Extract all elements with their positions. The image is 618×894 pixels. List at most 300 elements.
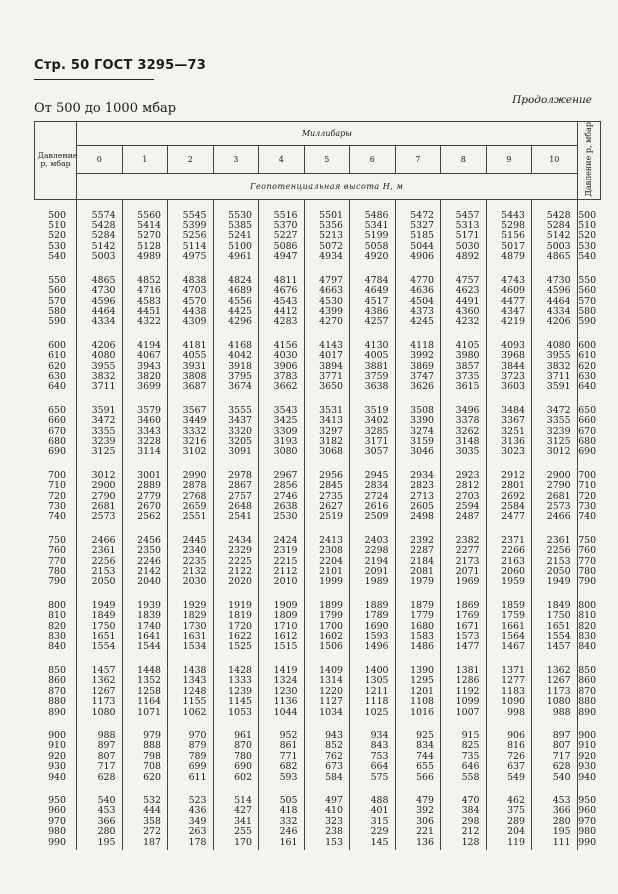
height-value: 1849 — [77, 611, 123, 621]
height-value: 3992 — [395, 351, 441, 361]
height-value: 3472 — [532, 395, 578, 416]
height-value: 3343 — [122, 427, 168, 437]
height-value: 1025 — [350, 708, 396, 720]
height-value: 780 — [213, 752, 259, 762]
pressure-value: 670 — [577, 427, 600, 437]
height-value: 611 — [168, 773, 214, 785]
height-value: 4879 — [486, 252, 532, 264]
height-value: 4194 — [122, 330, 168, 351]
height-value: 735 — [441, 752, 487, 762]
height-value: 3205 — [213, 437, 259, 447]
height-value: 2573 — [532, 502, 578, 512]
height-value: 3674 — [213, 382, 259, 394]
height-value: 549 — [486, 773, 532, 785]
height-value: 5574 — [77, 199, 123, 221]
height-value: 4947 — [259, 252, 305, 264]
height-value: 136 — [395, 838, 441, 850]
column-header: 4 — [259, 145, 305, 173]
height-value: 4649 — [350, 286, 396, 296]
height-value: 1534 — [168, 642, 214, 654]
height-value: 2235 — [168, 557, 214, 567]
pressure-value: 590 — [577, 317, 600, 329]
height-value: 229 — [350, 827, 396, 837]
height-value: 3650 — [304, 382, 350, 394]
column-header: 9 — [486, 145, 532, 173]
height-value: 717 — [77, 762, 123, 772]
height-value: 2445 — [168, 525, 214, 546]
height-value: 4730 — [532, 265, 578, 286]
height-value: 4373 — [395, 307, 441, 317]
row-group — [35, 590, 601, 655]
height-value: 5284 — [532, 221, 578, 231]
height-value: 1819 — [213, 611, 259, 621]
pressure-value: 720 — [577, 492, 600, 502]
height-value: 3894 — [304, 362, 350, 372]
height-value: 3355 — [77, 427, 123, 437]
page-reference: Стр. 50 ГОСТ 3295—73 — [34, 58, 207, 73]
pressure-value: 850 — [48, 664, 66, 676]
table-row — [35, 199, 601, 221]
height-value: 1730 — [168, 622, 214, 632]
height-value: 3251 — [486, 427, 532, 437]
pressure-value: 660 — [48, 415, 66, 427]
height-value: 4347 — [486, 307, 532, 317]
height-value: 4118 — [395, 330, 441, 351]
height-value: 1799 — [304, 611, 350, 621]
height-value: 628 — [532, 762, 578, 772]
height-value: 5185 — [395, 231, 441, 241]
height-value: 1034 — [304, 708, 350, 720]
height-value: 1680 — [395, 622, 441, 632]
height-value: 4168 — [213, 330, 259, 351]
height-value: 1239 — [213, 687, 259, 697]
height-value: 1371 — [486, 655, 532, 676]
height-value: 1506 — [304, 642, 350, 654]
height-value: 3012 — [77, 460, 123, 481]
height-value: 646 — [441, 762, 487, 772]
pressure-value: 950 — [577, 785, 600, 806]
height-value: 375 — [486, 806, 532, 816]
height-value: 3171 — [350, 437, 396, 447]
height-value: 3297 — [304, 427, 350, 437]
height-value: 2403 — [350, 525, 396, 546]
height-value: 5270 — [122, 231, 168, 241]
height-value: 655 — [395, 762, 441, 772]
height-value: 1525 — [213, 642, 259, 654]
height-value: 470 — [441, 785, 487, 806]
height-value: 1949 — [532, 577, 578, 589]
column-header: 8 — [441, 145, 487, 173]
height-value: 807 — [532, 741, 578, 751]
pressure-value: 820 — [577, 622, 600, 632]
pressure-value: 580 — [577, 307, 600, 317]
height-value: 3239 — [532, 427, 578, 437]
column-header: 7 — [395, 145, 441, 173]
row-group — [35, 655, 601, 720]
height-value: 323 — [304, 817, 350, 827]
pressure-value: 590 — [48, 316, 66, 328]
pressure-value: 670 — [48, 425, 66, 437]
height-value: 825 — [441, 741, 487, 751]
height-value: 2990 — [168, 460, 214, 481]
height-value: 3057 — [350, 447, 396, 459]
height-value: 289 — [486, 817, 532, 827]
height-value: 1859 — [486, 590, 532, 611]
height-value: 4042 — [213, 351, 259, 361]
height-value: 3759 — [350, 372, 396, 382]
height-value: 4219 — [486, 317, 532, 329]
height-value: 4838 — [168, 265, 214, 286]
height-value: 4080 — [532, 330, 578, 351]
height-value: 5213 — [304, 231, 350, 241]
pressure-value: 640 — [48, 381, 66, 393]
pressure-value: 910 — [48, 740, 66, 752]
height-value: 2812 — [441, 481, 487, 491]
height-value: 699 — [168, 762, 214, 772]
height-value: 2256 — [77, 557, 123, 567]
height-value: 4181 — [168, 330, 214, 351]
height-value: 771 — [259, 752, 305, 762]
height-value: 2413 — [304, 525, 350, 546]
height-value: 4797 — [304, 265, 350, 286]
pressure-value: 820 — [48, 620, 66, 632]
height-value: 2060 — [486, 567, 532, 577]
pressure-value: 970 — [48, 815, 66, 827]
height-value: 1564 — [486, 632, 532, 642]
height-value: 3437 — [213, 416, 259, 426]
row-group — [35, 330, 601, 395]
height-value: 2509 — [350, 512, 396, 524]
height-value: 204 — [486, 827, 532, 837]
pressure-value: 560 — [577, 286, 600, 296]
height-value: 3239 — [77, 437, 123, 447]
height-value: 988 — [532, 708, 578, 720]
height-value: 726 — [486, 752, 532, 762]
height-value: 4730 — [77, 286, 123, 296]
height-value: 1829 — [168, 611, 214, 621]
height-value: 1740 — [122, 622, 168, 632]
height-value: 2779 — [122, 492, 168, 502]
height-value: 1554 — [77, 642, 123, 654]
pressure-value: 800 — [577, 590, 600, 611]
height-value: 1053 — [213, 708, 259, 720]
height-value: 3591 — [532, 382, 578, 394]
height-value: 1090 — [486, 697, 532, 707]
height-value: 952 — [259, 720, 305, 741]
pressure-value: 610 — [577, 351, 600, 361]
height-value: 178 — [168, 838, 214, 850]
height-value: 1959 — [486, 577, 532, 589]
height-value: 1919 — [213, 590, 259, 611]
height-value: 2266 — [486, 546, 532, 556]
height-value: 2071 — [441, 567, 487, 577]
height-value: 5341 — [350, 221, 396, 231]
height-value: 2867 — [213, 481, 259, 491]
height-value: 3711 — [532, 372, 578, 382]
height-value: 1305 — [350, 676, 396, 686]
height-value: 5298 — [486, 221, 532, 231]
height-value: 584 — [304, 773, 350, 785]
height-value: 366 — [532, 806, 578, 816]
pressure-value: 760 — [48, 545, 66, 557]
height-value: 1343 — [168, 676, 214, 686]
height-value: 2153 — [532, 557, 578, 567]
height-value: 5030 — [441, 242, 487, 252]
height-value: 1486 — [395, 642, 441, 654]
height-value: 5545 — [168, 199, 214, 221]
height-value: 2081 — [395, 567, 441, 577]
height-value: 807 — [77, 752, 123, 762]
table-row — [35, 447, 601, 459]
height-value: 3182 — [304, 437, 350, 447]
height-value: 1999 — [304, 577, 350, 589]
pressure-value: 660 — [577, 416, 600, 426]
height-value: 1457 — [532, 642, 578, 654]
height-value: 4080 — [77, 351, 123, 361]
height-value: 2298 — [350, 546, 396, 556]
height-value: 1909 — [259, 590, 305, 611]
pressure-value: 510 — [48, 220, 66, 232]
height-value: 2194 — [350, 557, 396, 567]
table-row — [35, 708, 601, 720]
height-value: 3035 — [441, 447, 487, 459]
height-value: 5044 — [395, 242, 441, 252]
height-value: 2900 — [532, 460, 578, 481]
pressure-value: 960 — [48, 805, 66, 817]
height-value: 1622 — [213, 632, 259, 642]
pressure-value: 940 — [48, 771, 66, 783]
height-value: 4716 — [122, 286, 168, 296]
height-value: 4865 — [532, 252, 578, 264]
height-value: 4596 — [77, 297, 123, 307]
height-value: 4283 — [259, 317, 305, 329]
height-value: 4689 — [213, 286, 259, 296]
height-value: 1267 — [532, 676, 578, 686]
height-value: 2173 — [441, 557, 487, 567]
pressure-value: 640 — [577, 382, 600, 394]
height-value: 1277 — [486, 676, 532, 686]
pressure-value: 930 — [577, 762, 600, 772]
height-value: 453 — [532, 785, 578, 806]
height-value: 1409 — [304, 655, 350, 676]
height-value: 3955 — [77, 362, 123, 372]
height-value: 3367 — [486, 416, 532, 426]
pressure-value: 980 — [577, 827, 600, 837]
height-value: 2573 — [77, 512, 123, 524]
height-value: 4770 — [395, 265, 441, 286]
height-value: 4920 — [350, 252, 396, 264]
height-value: 238 — [304, 827, 350, 837]
row-group — [35, 460, 601, 525]
height-value: 2681 — [532, 492, 578, 502]
height-value: 4030 — [259, 351, 305, 361]
table-row — [35, 525, 601, 546]
height-value: 2050 — [532, 567, 578, 577]
height-value: 1062 — [168, 708, 214, 720]
pressure-value: 990 — [577, 838, 600, 850]
height-value: 915 — [441, 720, 487, 741]
height-value: 843 — [350, 741, 396, 751]
height-value: 272 — [122, 827, 168, 837]
height-value: 3023 — [486, 447, 532, 459]
height-value: 979 — [122, 720, 168, 741]
table-row — [35, 330, 601, 351]
height-value: 1573 — [441, 632, 487, 642]
pressure-value: 920 — [577, 752, 600, 762]
height-value: 2112 — [259, 567, 305, 577]
height-value: 1496 — [350, 642, 396, 654]
pressure-value: 770 — [577, 557, 600, 567]
height-value: 4055 — [168, 351, 214, 361]
height-value: 1136 — [259, 697, 305, 707]
height-value: 816 — [486, 741, 532, 751]
height-value: 3355 — [532, 416, 578, 426]
height-value: 3114 — [122, 447, 168, 459]
height-value: 4334 — [77, 317, 123, 329]
height-value: 1769 — [441, 611, 487, 621]
height-value: 4609 — [486, 286, 532, 296]
height-value: 3091 — [213, 447, 259, 459]
height-value: 2319 — [259, 546, 305, 556]
height-value: 2541 — [213, 512, 259, 524]
height-value: 263 — [168, 827, 214, 837]
height-value: 1362 — [77, 676, 123, 686]
height-value: 4464 — [77, 307, 123, 317]
height-value: 4596 — [532, 286, 578, 296]
height-value: 664 — [350, 762, 396, 772]
height-value: 2132 — [168, 567, 214, 577]
height-value: 4556 — [213, 297, 259, 307]
height-value: 306 — [395, 817, 441, 827]
height-value: 3531 — [304, 395, 350, 416]
pressure-value: 700 — [48, 469, 66, 481]
height-value: 2530 — [259, 512, 305, 524]
height-value: 4296 — [213, 317, 259, 329]
row-group — [35, 199, 601, 265]
height-value: 762 — [304, 752, 350, 762]
pressure-value: 570 — [48, 295, 66, 307]
height-value: 2648 — [213, 502, 259, 512]
height-value: 4017 — [304, 351, 350, 361]
height-value: 682 — [259, 762, 305, 772]
pressure-value: 650 — [48, 404, 66, 416]
pressure-value: 960 — [577, 806, 600, 816]
height-value: 1145 — [213, 697, 259, 707]
pressure-value: 580 — [48, 305, 66, 317]
height-value: 3771 — [304, 372, 350, 382]
height-value: 436 — [168, 806, 214, 816]
height-value: 1979 — [395, 577, 441, 589]
height-value: 3425 — [259, 416, 305, 426]
table-row — [35, 590, 601, 611]
pressure-value: 760 — [577, 546, 600, 556]
height-value: 2790 — [532, 481, 578, 491]
height-value: 789 — [168, 752, 214, 762]
height-value: 1720 — [213, 622, 259, 632]
height-value: 1477 — [441, 642, 487, 654]
height-value: 5428 — [532, 199, 578, 221]
pressure-value: 840 — [48, 641, 66, 653]
height-value: 2923 — [441, 460, 487, 481]
height-value: 2361 — [77, 546, 123, 556]
height-value: 5370 — [259, 221, 305, 231]
height-value: 4067 — [122, 351, 168, 361]
height-value: 5313 — [441, 221, 487, 231]
height-value: 1007 — [441, 708, 487, 720]
height-value: 2010 — [259, 577, 305, 589]
height-value: 753 — [350, 752, 396, 762]
pressure-value: 990 — [48, 836, 66, 848]
height-value: 453 — [77, 806, 123, 816]
height-value: 4703 — [168, 286, 214, 296]
height-value: 1467 — [486, 642, 532, 654]
height-value: 4093 — [486, 330, 532, 351]
height-value: 2371 — [486, 525, 532, 546]
pressure-value: 910 — [577, 741, 600, 751]
height-value: 212 — [441, 827, 487, 837]
height-value: 1324 — [259, 676, 305, 686]
height-value: 401 — [350, 806, 396, 816]
height-value: 575 — [350, 773, 396, 785]
height-value: 1750 — [77, 622, 123, 632]
pressure-value: 600 — [577, 330, 600, 351]
pressure-value: 740 — [48, 511, 66, 523]
height-value: 2498 — [395, 512, 441, 524]
height-value: 2215 — [259, 557, 305, 567]
table-row — [35, 838, 601, 850]
height-value: 3285 — [350, 427, 396, 437]
height-value: 3460 — [122, 416, 168, 426]
pressure-value: 900 — [577, 720, 600, 741]
height-value: 3931 — [168, 362, 214, 372]
pressure-value: 620 — [48, 360, 66, 372]
height-value: 2900 — [77, 481, 123, 491]
pressure-value: 870 — [48, 685, 66, 697]
height-value: 2329 — [213, 546, 259, 556]
height-value: 298 — [441, 817, 487, 827]
table-row — [35, 720, 601, 741]
height-value: 5241 — [213, 231, 259, 241]
height-value: 523 — [168, 785, 214, 806]
height-value: 4130 — [350, 330, 396, 351]
height-value: 1390 — [395, 655, 441, 676]
height-value: 2670 — [122, 502, 168, 512]
height-value: 4743 — [486, 265, 532, 286]
height-value: 970 — [168, 720, 214, 741]
height-value: 4491 — [441, 297, 487, 307]
range-title: От 500 до 1000 мбар — [34, 101, 177, 116]
height-value: 5443 — [486, 199, 532, 221]
height-value: 3193 — [259, 437, 305, 447]
height-value: 3881 — [350, 362, 396, 372]
height-value: 3080 — [259, 447, 305, 459]
height-value: 280 — [77, 827, 123, 837]
pressure-value: 700 — [577, 460, 600, 481]
height-value: 497 — [304, 785, 350, 806]
height-value: 2091 — [350, 567, 396, 577]
height-value: 1879 — [395, 590, 441, 611]
height-value: 3795 — [213, 372, 259, 382]
height-value: 1661 — [486, 622, 532, 632]
height-value: 1889 — [350, 590, 396, 611]
height-value: 834 — [395, 741, 441, 751]
height-value: 280 — [532, 817, 578, 827]
height-value: 4232 — [441, 317, 487, 329]
height-value: 1789 — [350, 611, 396, 621]
height-value: 4543 — [259, 297, 305, 307]
pressure-value: 570 — [577, 297, 600, 307]
height-value: 3449 — [168, 416, 214, 426]
